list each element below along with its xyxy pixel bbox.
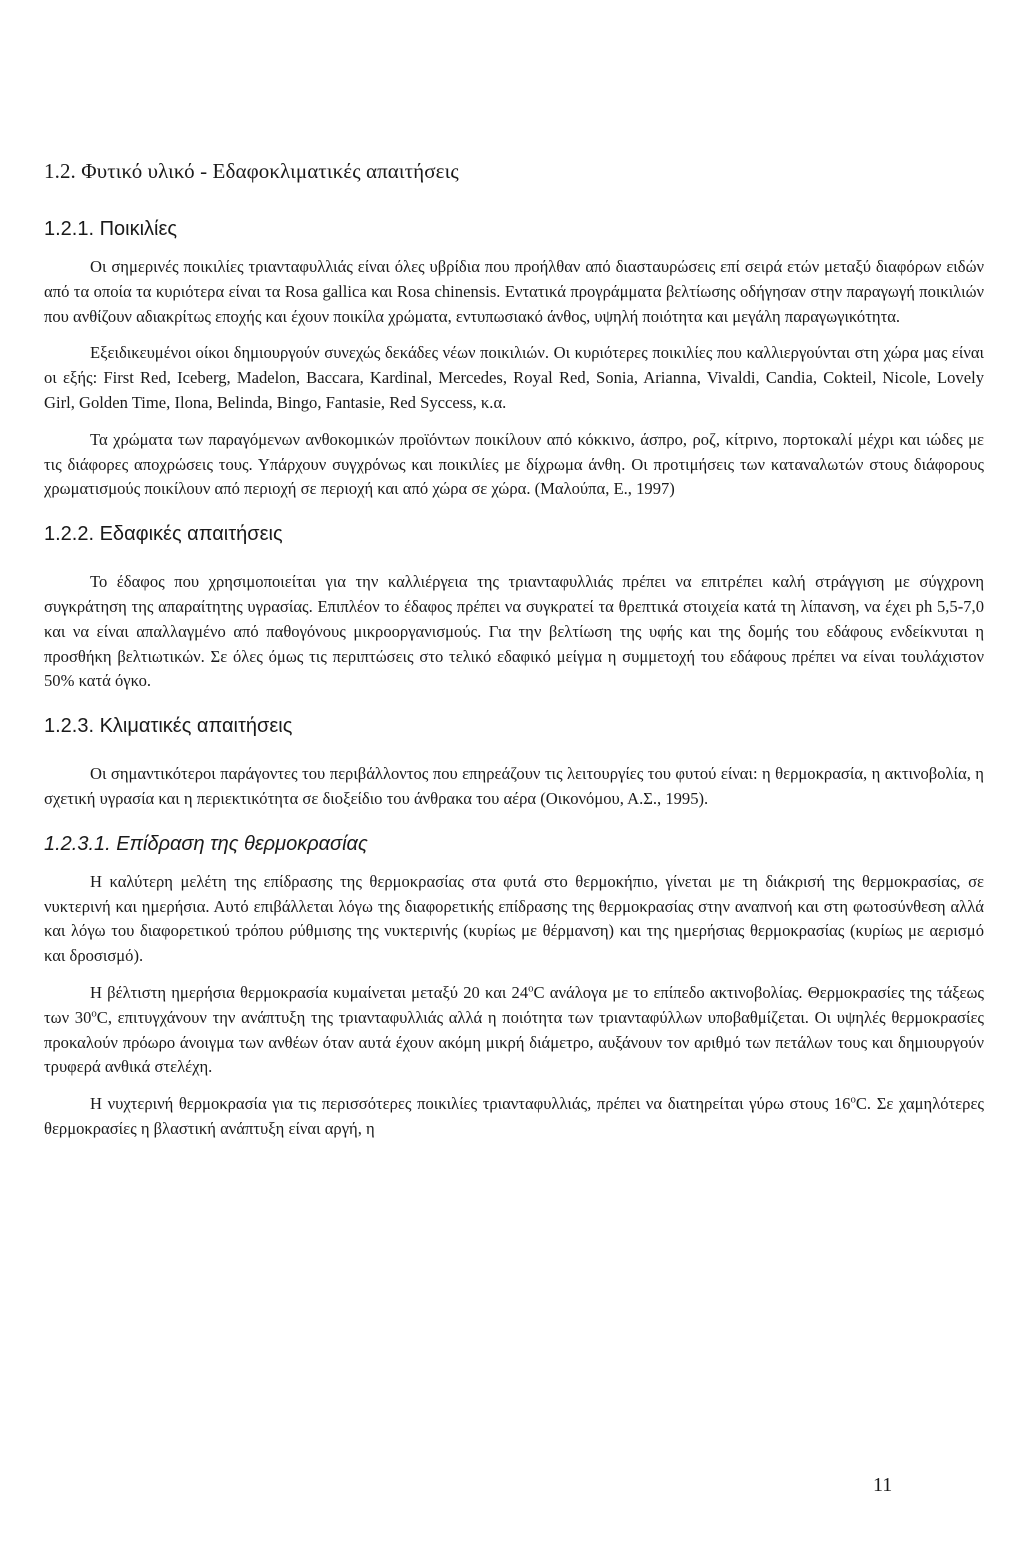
temperature-2-text-c: C, επιτυγχάνουν την ανάπτυξη της τριανταφυλλιάς αλλά η ποιότητα των τριανταφύλλων υποβαθμίζεται. Οι υψηλές θερμοκρασίες προκαλούν πρόωρο άνοιγμα των ανθέων όταν αυτά έχουν ακόμη μικρή διάμετρο, αυξάνουν τον αριθμό των πετάλων τους και δημιουργούν τρυφερά ανθικά στελέχη. bbox=[44, 1007, 984, 1077]
paragraph-temperature-1: Η καλύτερη μελέτη της επίδρασης της θερμοκρασίας στα φυτά στο θερμοκήπιο, γίνεται με τη διάκρισή της θερμοκρασίας, σε νυκτερινή και ημερήσια. Αυτό επιβάλλεται λόγω της διαφορετικής επίδρασης της θερμοκρασίας στην αναπνοή και στη φωτοσύνθεση αλλά και λόγω του διαφορετικού τρόπου ρύθμισης της νυκτερινής (κυρίως με θέρμανση) και της ημερήσιας θερμοκρασίας (κυρίως με αερισμό και δροσισμό). bbox=[44, 871, 984, 966]
section-heading-1-2-1: 1.2.1. Ποικιλίες bbox=[44, 218, 178, 240]
temperature-2-text-a: Η βέλτιστη ημερήσια θερμοκρασία κυμαίνεται μεταξύ 20 και 24 bbox=[90, 982, 529, 1002]
temperature-3-text-b: C. Σε χαμηλότερες θερμοκρασίες η βλαστική ανάπτυξη είναι αργή, η bbox=[44, 1094, 984, 1138]
temperature-3-text-a: Η νυχτερινή θερμοκρασία για τις περισσότερες ποικιλίες τριανταφυλλιάς, πρέπει να διατηρείται γύρω στους 16 bbox=[90, 1094, 851, 1114]
temperature-2-text-b: C ανάλογα με το επίπεδο ακτινοβολίας. Θερμοκρασίες της τάξεως των 30 bbox=[44, 982, 984, 1027]
paragraph-soil-1: Το έδαφος που χρησιμοποιείται για την καλλιέργεια της τριανταφυλλιάς πρέπει να επιτρέπει καλή στράγγιση με σύγχρονη συγκράτηση της απαραίτητης υγρασίας. Επιπλέον το έδαφος πρέπει να συγκρατεί τα θρεπτικά στοιχεία κατά τη λίπανση, να έχει ph 5,5-7,0 και να είναι απαλλαγμένο από παθογόνους μικροοργανισμούς. Για την βελτίωση της υφής και της δομής του εδάφους ενδείκνυται η προσθήκη βελτιωτικών. Σε όλες όμως τις περιπτώσεις στο τελικό εδαφικό μείγμα η συμμετοχή του εδάφους πρέπει να είναι τουλάχιστον 50% κατά όγκο. bbox=[44, 572, 984, 691]
paragraph-temperature-2 bbox=[44, 981, 984, 1080]
page-number: 11 bbox=[873, 1474, 893, 1496]
section-heading-1-2: 1.2. Φυτικό υλικό - Εδαφοκλιματικές απαιτήσεις bbox=[44, 159, 459, 183]
section-heading-1-2-3-1: 1.2.3.1. Επίδραση της θερμοκρασίας bbox=[44, 832, 368, 855]
paragraph-varieties-1: Οι σημερινές ποικιλίες τριανταφυλλιάς είναι όλες υβρίδια που προήλθαν από διασταυρώσεις επί σειρά ετών μεταξύ διαφόρων ειδών από τα οποία τα κυριότερα είναι τα Rosa gallica και Rosa chinensis. Εντατικά προγράμματα βελτίωσης οδήγησαν στην παραγωγή ποικιλιών που ανθίζουν αδιακρίτως εποχής και έχουν ποικίλα χρώματα, εντυπωσιακό άνθος, υψηλή ποιότητα και μεγάλη παραγωγικότητα. bbox=[44, 257, 984, 326]
degree-superscript: o bbox=[850, 1093, 856, 1106]
paragraph-varieties-2: Εξειδικευμένοι οίκοι δημιουργούν συνεχώς δεκάδες νέων ποικιλιών. Οι κυριότερες ποικιλίες που καλλιεργούνται στη χώρα μας είναι οι εξής: First Red, Iceberg, Madelon, Baccara, Kardinal, Mercedes, Royal Red, Sonia, Arianna, Vivaldi, Candia, Cokteil, Nicole, Lovely Girl, Golden Time, Ilona, Belinda, Bingo, Fantasie, Red Syccess, κ.α. bbox=[44, 343, 984, 412]
section-heading-1-2-2: 1.2.2. Εδαφικές απαιτήσεις bbox=[44, 523, 283, 546]
paragraph-temperature-3 bbox=[44, 1092, 984, 1142]
degree-superscript: o bbox=[91, 1007, 97, 1020]
section-heading-1-2-3: 1.2.3. Κλιματικές απαιτήσεις bbox=[44, 715, 293, 738]
document-body bbox=[44, 156, 984, 1142]
degree-superscript: o bbox=[528, 982, 534, 995]
paragraph-varieties-3: Τα χρώματα των παραγόμενων ανθοκομικών προϊόντων ποικίλουν από κόκκινο, άσπρο, ροζ, κίτρινο, πορτοκαλί μέχρι και ιώδες με τις διάφορες αποχρώσεις τους. Υπάρχουν συγχρόνως και ποικιλίες με δίχρωμα άνθη. Οι προτιμήσεις των καταναλωτών στους διάφορους χρωματισμούς ποικίλουν από περιοχή σε περιοχή και από χώρα σε χώρα. (Μαλούπα, Ε., 1997) bbox=[44, 429, 984, 499]
paragraph-climate-1: Οι σημαντικότεροι παράγοντες του περιβάλλοντος που επηρεάζουν τις λειτουργίες του φυτού είναι: η θερμοκρασία, η ακτινοβολία, η σχετική υγρασία και η περιεκτικότητα σε διοξείδιο του άνθρακα του αέρα (Οικονόμου, Α.Σ., 1995). bbox=[44, 764, 984, 808]
